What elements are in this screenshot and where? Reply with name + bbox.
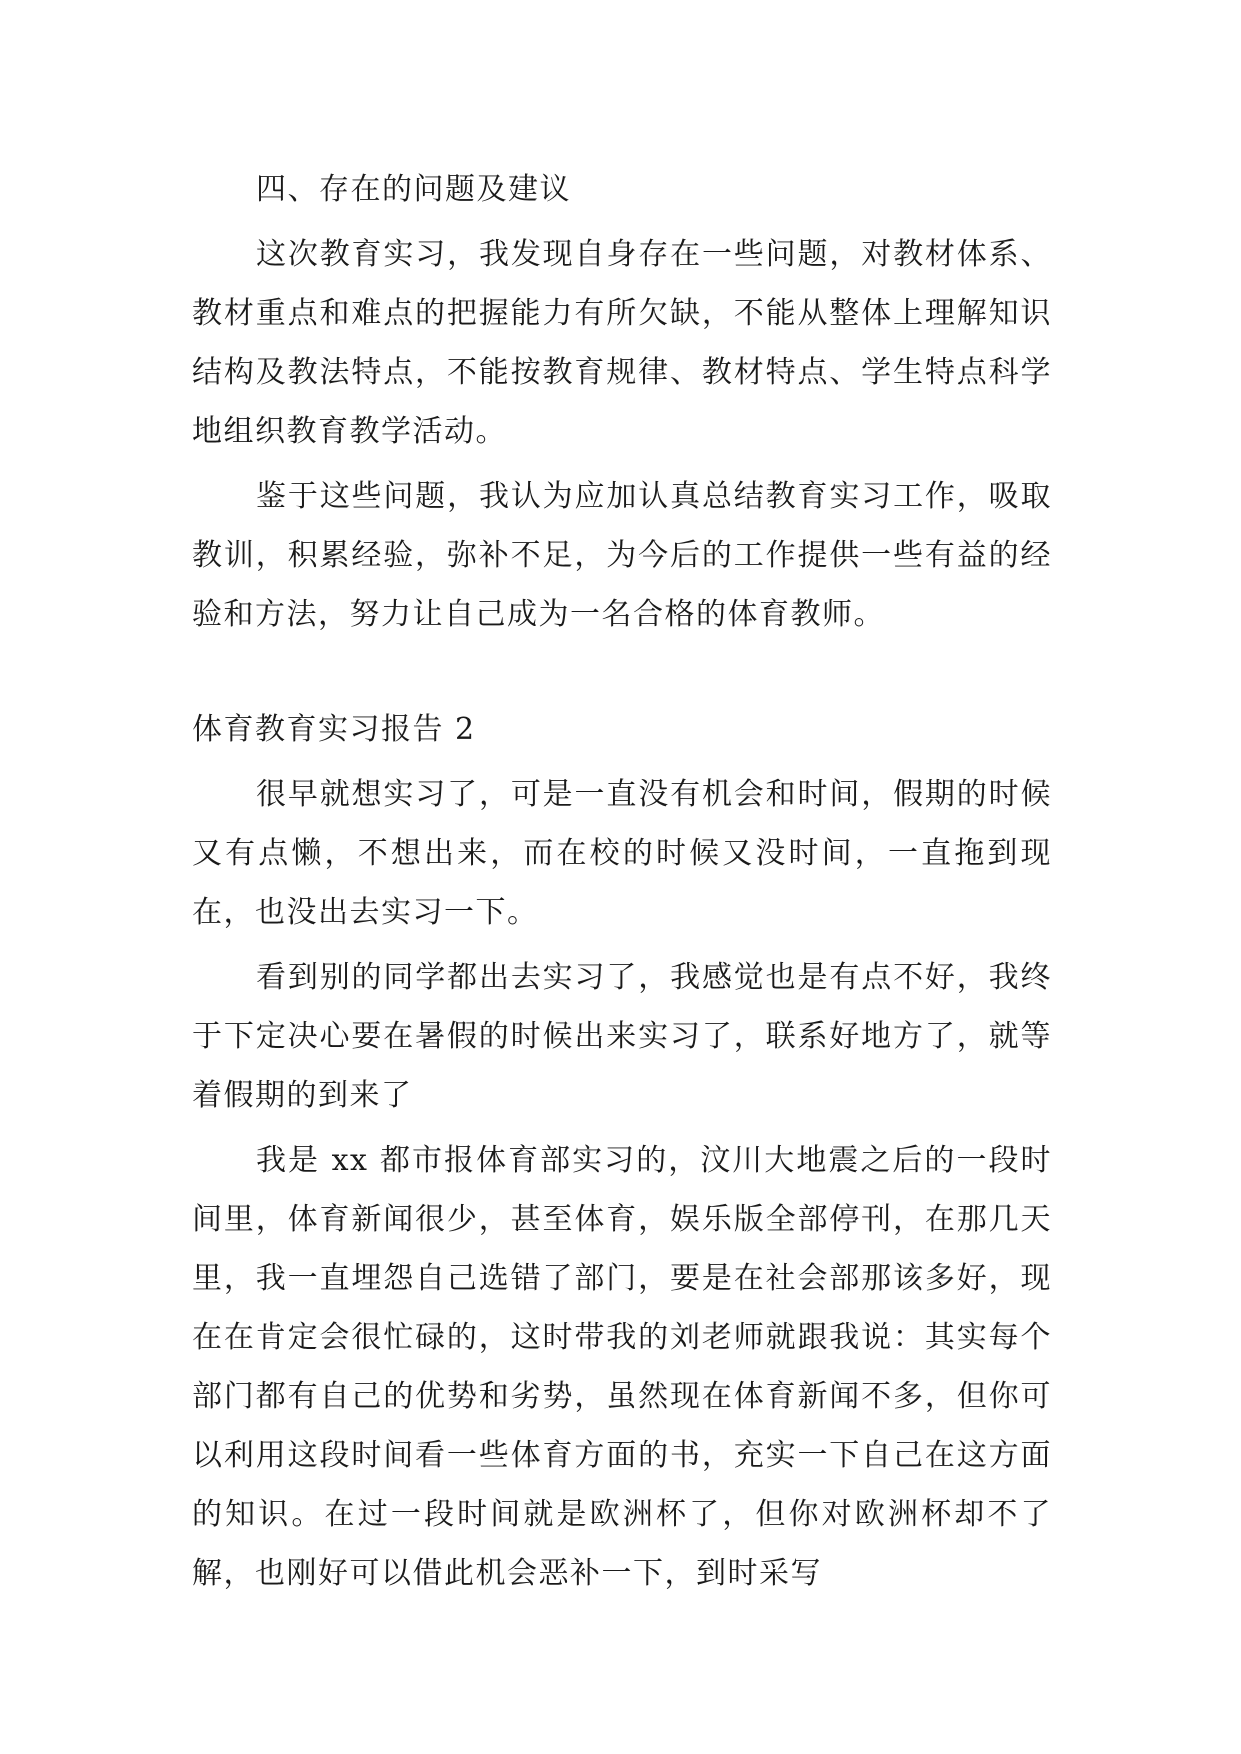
paragraph-intro: 很早就想实习了，可是一直没有机会和时间，假期的时候又有点懒，不想出来，而在校的时候又没时间，一直拖到现在，也没出去实习一下。 xyxy=(192,777,1052,930)
section-heading: 四、存在的问题及建议 xyxy=(256,172,571,207)
paragraph-problems: 这次教育实习，我发现自身存在一些问题，对教材体系、教材重点和难点的把握能力有所欠缺，不能从整体上理解知识结构及教法特点，不能按教育规律、教材特点、学生特点科学地组织教育教学活动。 xyxy=(192,237,1052,449)
report-title: 体育教育实习报告 2 xyxy=(192,712,476,747)
document-body xyxy=(192,160,1052,1609)
paragraph-suggestions: 鉴于这些问题，我认为应加认真总结教育实习工作，吸取教训，积累经验，弥补不足，为今后的工作提供一些有益的经验和方法，努力让自己成为一名合格的体育教师。 xyxy=(192,479,1052,632)
paragraph-decision: 看到别的同学都出去实习了，我感觉也是有点不好，我终于下定决心要在暑假的时候出来实习了，联系好地方了，就等着假期的到来了 xyxy=(192,960,1052,1113)
paragraph-internship: 我是 xx 都市报体育部实习的，汶川大地震之后的一段时间里，体育新闻很少，甚至体育，娱乐版全部停刊，在那几天里，我一直埋怨自己选错了部门，要是在社会部那该多好，现在在肯定会很忙碌的，这时带我的刘老师就跟我说：其实每个部门都有自己的优势和劣势，虽然现在体育新闻不多，但你可以利用这段时间看一些体育方面的书，充实一下自己在这方面的知识。在过一段时间就是欧洲杯了，但你对欧洲杯却不了解，也刚好可以借此机会恶补一下，到时采写 xyxy=(192,1143,1052,1591)
